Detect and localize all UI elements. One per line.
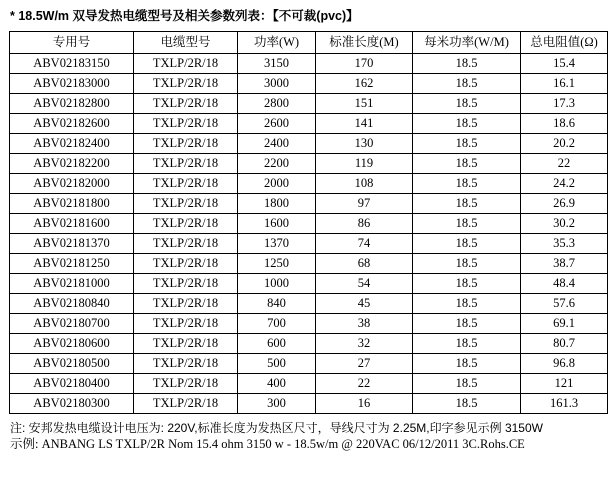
cell-power: 2000 [238,174,316,194]
cell-model-code: ABV02183000 [10,74,134,94]
cell-model-code: ABV02180840 [10,294,134,314]
cell-total-resistance: 22 [521,154,608,174]
cell-cable-type: TXLP/2R/18 [134,274,238,294]
cell-cable-type: TXLP/2R/18 [134,174,238,194]
cell-cable-type: TXLP/2R/18 [134,194,238,214]
cell-total-resistance: 161.3 [521,394,608,414]
cell-model-code: ABV02181800 [10,194,134,214]
table-row [10,194,608,214]
cell-standard-length: 130 [316,134,413,154]
spec-table [9,31,608,414]
cell-power-per-meter: 18.5 [413,174,521,194]
cell-power-per-meter: 18.5 [413,54,521,74]
cell-model-code: ABV02181370 [10,234,134,254]
cell-power-per-meter: 18.5 [413,354,521,374]
cell-total-resistance: 69.1 [521,314,608,334]
cell-power: 2800 [238,94,316,114]
table-row [10,274,608,294]
cell-total-resistance: 80.7 [521,334,608,354]
cell-power-per-meter: 18.5 [413,114,521,134]
cell-cable-type: TXLP/2R/18 [134,334,238,354]
cell-standard-length: 38 [316,314,413,334]
cell-total-resistance: 16.1 [521,74,608,94]
cell-cable-type: TXLP/2R/18 [134,394,238,414]
table-row [10,394,608,414]
cell-cable-type: TXLP/2R/18 [134,114,238,134]
cell-standard-length: 16 [316,394,413,414]
cell-cable-type: TXLP/2R/18 [134,314,238,334]
cell-model-code: ABV02180700 [10,314,134,334]
cell-power-per-meter: 18.5 [413,374,521,394]
table-header-row [10,32,608,54]
cell-total-resistance: 17.3 [521,94,608,114]
notes-section [10,420,607,452]
table-row [10,74,608,94]
cell-cable-type: TXLP/2R/18 [134,294,238,314]
note-line-1: 注: 安邦发热电缆设计电压为: 220V,标准长度为发热区尺寸，导线尺寸为 2.25M,印字参见示例 3150W [10,421,543,435]
table-row [10,134,608,154]
column-header-total-resistance: 总电阻值(Ω) [521,32,608,54]
cell-model-code: ABV02180500 [10,354,134,374]
column-header-power: 功率(W) [238,32,316,54]
cell-power: 1600 [238,214,316,234]
cell-cable-type: TXLP/2R/18 [134,254,238,274]
cell-model-code: ABV02182600 [10,114,134,134]
cell-power-per-meter: 18.5 [413,294,521,314]
cell-total-resistance: 24.2 [521,174,608,194]
cell-power-per-meter: 18.5 [413,254,521,274]
table-row [10,114,608,134]
table-row [10,294,608,314]
cell-cable-type: TXLP/2R/18 [134,214,238,234]
cell-total-resistance: 30.2 [521,214,608,234]
cell-model-code: ABV02181250 [10,254,134,274]
cell-power-per-meter: 18.5 [413,134,521,154]
cell-power-per-meter: 18.5 [413,394,521,414]
table-row [10,254,608,274]
cell-model-code: ABV02180600 [10,334,134,354]
cell-power: 840 [238,294,316,314]
cell-power: 1250 [238,254,316,274]
cell-power: 2400 [238,134,316,154]
table-row [10,154,608,174]
table-row [10,234,608,254]
cell-standard-length: 74 [316,234,413,254]
cell-cable-type: TXLP/2R/18 [134,354,238,374]
cell-power-per-meter: 18.5 [413,334,521,354]
cell-model-code: ABV02182000 [10,174,134,194]
cell-power: 1370 [238,234,316,254]
table-row [10,314,608,334]
column-header-power-per-meter: 每米功率(W/M) [413,32,521,54]
cell-model-code: ABV02180400 [10,374,134,394]
cell-power: 600 [238,334,316,354]
cell-power: 2200 [238,154,316,174]
cell-power-per-meter: 18.5 [413,234,521,254]
cell-cable-type: TXLP/2R/18 [134,74,238,94]
cell-standard-length: 119 [316,154,413,174]
cell-power-per-meter: 18.5 [413,274,521,294]
page-title: * 18.5W/m 双导发热电缆型号及相关参数列表：【不可裁(pvc)】 [10,9,359,23]
cell-model-code: ABV02182400 [10,134,134,154]
cell-total-resistance: 121 [521,374,608,394]
cell-standard-length: 108 [316,174,413,194]
table-header [10,32,608,54]
cell-standard-length: 54 [316,274,413,294]
cell-standard-length: 45 [316,294,413,314]
cell-standard-length: 141 [316,114,413,134]
column-header-standard-length: 标准长度(M) [316,32,413,54]
cell-cable-type: TXLP/2R/18 [134,234,238,254]
cell-model-code: ABV02181000 [10,274,134,294]
cell-model-code: ABV02182200 [10,154,134,174]
note-line-2: 示例: ANBANG LS TXLP/2R Nom 15.4 ohm 3150 w - 18.5w/m @ 220VAC 06/12/2011 3C.Rohs.CE [10,437,525,451]
cell-power: 2600 [238,114,316,134]
table-row [10,54,608,74]
cell-power-per-meter: 18.5 [413,74,521,94]
cell-power-per-meter: 18.5 [413,314,521,334]
table-row [10,214,608,234]
cell-standard-length: 97 [316,194,413,214]
column-header-model-code: 专用号 [10,32,134,54]
cell-cable-type: TXLP/2R/18 [134,94,238,114]
cell-standard-length: 151 [316,94,413,114]
cell-total-resistance: 26.9 [521,194,608,214]
cell-power: 400 [238,374,316,394]
cell-total-resistance: 48.4 [521,274,608,294]
cell-model-code: ABV02181600 [10,214,134,234]
cell-power-per-meter: 18.5 [413,94,521,114]
cell-power: 500 [238,354,316,374]
cell-total-resistance: 35.3 [521,234,608,254]
cell-cable-type: TXLP/2R/18 [134,54,238,74]
cell-total-resistance: 38.7 [521,254,608,274]
cell-power-per-meter: 18.5 [413,194,521,214]
cell-total-resistance: 20.2 [521,134,608,154]
cell-standard-length: 27 [316,354,413,374]
cell-model-code: ABV02183150 [10,54,134,74]
cell-cable-type: TXLP/2R/18 [134,374,238,394]
cell-standard-length: 162 [316,74,413,94]
cell-model-code: ABV02180300 [10,394,134,414]
cell-power: 700 [238,314,316,334]
cell-standard-length: 22 [316,374,413,394]
cell-power-per-meter: 18.5 [413,154,521,174]
cell-power: 300 [238,394,316,414]
cell-cable-type: TXLP/2R/18 [134,134,238,154]
cell-power: 3000 [238,74,316,94]
table-row [10,354,608,374]
cell-total-resistance: 96.8 [521,354,608,374]
cell-standard-length: 32 [316,334,413,354]
cell-total-resistance: 18.6 [521,114,608,134]
table-row [10,94,608,114]
cell-model-code: ABV02182800 [10,94,134,114]
column-header-cable-type: 电缆型号 [134,32,238,54]
table-body [10,54,608,414]
cell-total-resistance: 57.6 [521,294,608,314]
cell-power: 3150 [238,54,316,74]
table-row [10,174,608,194]
cell-power: 1000 [238,274,316,294]
table-row [10,374,608,394]
cell-standard-length: 86 [316,214,413,234]
cell-standard-length: 68 [316,254,413,274]
cell-cable-type: TXLP/2R/18 [134,154,238,174]
cell-power: 1800 [238,194,316,214]
table-row [10,334,608,354]
cell-power-per-meter: 18.5 [413,214,521,234]
cell-standard-length: 170 [316,54,413,74]
cell-total-resistance: 15.4 [521,54,608,74]
